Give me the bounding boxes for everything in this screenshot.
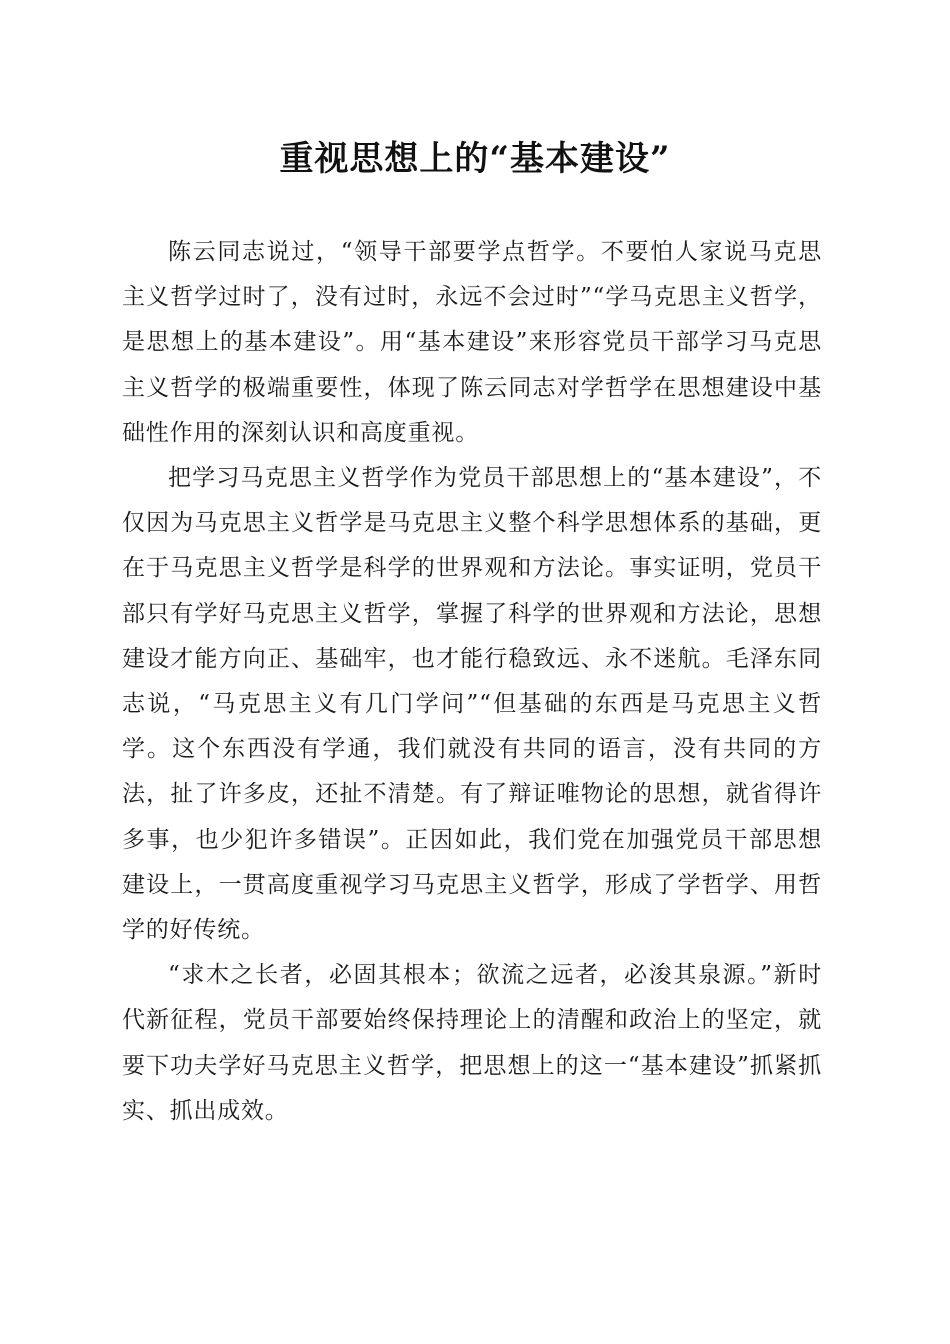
paragraph-2: 把学习马克思主义哲学作为党员干部思想上的“基本建设”，不仅因为马克思主义哲学是马克思主义整个科学思想体系的基础，更在于马克思主义哲学是科学的世界观和方法论。事实证明，党员干部只有学好马克思主义哲学，掌握了科学的世界观和方法论，思想建设才能方向正、基础牢，也才能行稳致远、永不迷航。毛泽东同志说，“马克思主义有几门学问”“但基础的东西是马克思主义哲学。这个东西没有学通，我们就没有共同的语言，没有共同的方法，扯了许多皮，还扯不清楚。有了辩证唯物论的思想，就省得许多事，也少犯许多错误”。正因如此，我们党在加强党员干部思想建设上，一贯高度重视学习马克思主义哲学，形成了学哲学、用哲学的好传统。 (122, 465, 822, 944)
document-title: 重视思想上的“基本建设” (279, 139, 671, 179)
document-body (122, 230, 822, 1134)
paragraph-3: “求木之长者，必固其根本；欲流之远者，必浚其泉源。”新时代新征程，党员干部要始终保持理论上的清醒和政治上的坚定，就要下功夫学好马克思主义哲学，把思想上的这一“基本建设”抓紧抓实、抓出成效。 (122, 962, 822, 1124)
paragraph-1: 陈云同志说过，“领导干部要学点哲学。不要怕人家说马克思主义哲学过时了，没有过时，永远不会过时”“学马克思主义哲学，是思想上的基本建设”。用“基本建设”来形容党员干部学习马克思主义哲学的极端重要性，体现了陈云同志对学哲学在思想建设中基础性作用的深刻认识和高度重视。 (122, 239, 822, 446)
